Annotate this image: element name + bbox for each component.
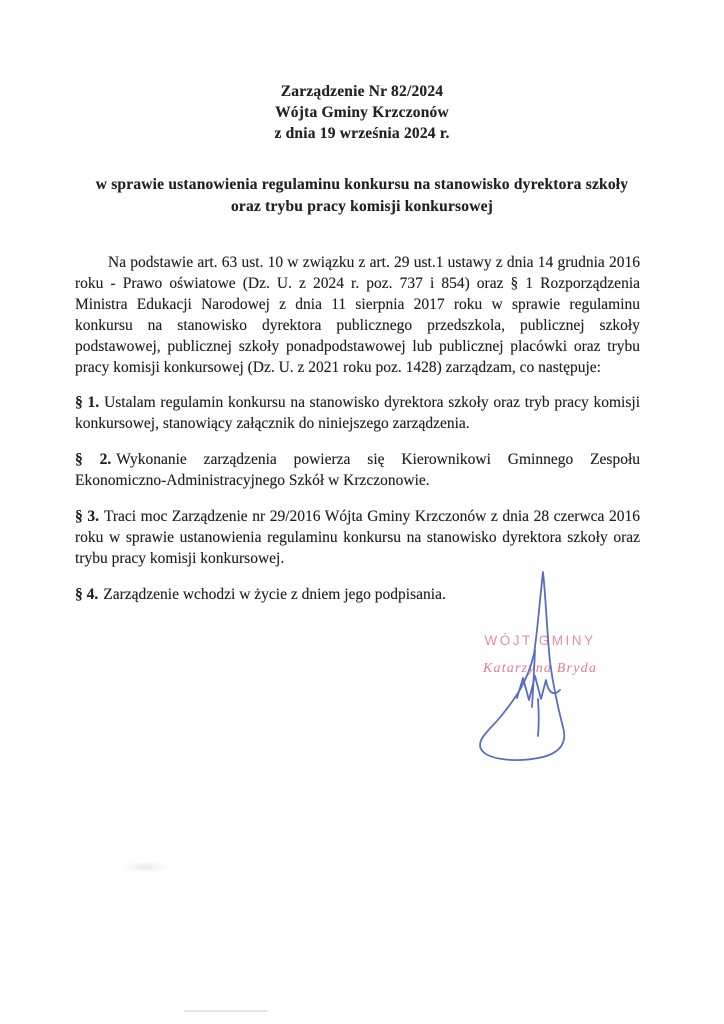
document-header bbox=[0, 81, 724, 144]
stamp-title: WÓJT GMINY bbox=[484, 633, 596, 648]
issue-date: z dnia 19 września 2024 r. bbox=[274, 125, 450, 142]
paragraph-3-text: Traci moc Zarządzenie nr 29/2016 Wójta Gminy Krzczonów z dnia 28 czerwca 2016 roku w sprawie ustanowienia regulaminu konkursu na stanowisko dyrektora szkoły oraz trybu pracy komisji konkursowej. bbox=[75, 508, 640, 567]
paragraph-3-marker: § 3. bbox=[75, 508, 99, 525]
paragraph-1 bbox=[75, 392, 640, 434]
paragraph-2-marker: § 2. bbox=[75, 451, 112, 468]
paragraph-4-marker: § 4. bbox=[75, 586, 99, 603]
paragraph-1-text: Ustalam regulamin konkursu na stanowisko dyrektora szkoły oraz tryb pracy komisji konkursowej, stanowiący załącznik do niniejszego zarządzenia. bbox=[75, 394, 641, 432]
preamble-paragraph: Na podstawie art. 63 ust. 10 w związku z art. 29 ust.1 ustawy z dnia 14 grudnia 2016 roku - Prawo oświatowe (Dz. U. z 2024 r. poz. 737 i 854) oraz § 1 Rozporządzenia Ministra Edukacji Narodowej z dnia 11 sierpnia 2017 roku w sprawie regulaminu konkursu na stanowisko dyrektora publicznego przedszkola, publicznej szkoły podstawowej, publicznej szkoły ponadpodstawowej lub publicznej placówki oraz trybu pracy komisji konkursowej (Dz. U. z 2021 roku poz. 1428) zarządzam, co następuje: bbox=[75, 254, 640, 376]
issuer-name: Wójta Gminy Krzczonów bbox=[275, 104, 449, 121]
paragraph-4-text: Zarządzenie wchodzi w życie z dniem jego podpisania. bbox=[103, 586, 446, 603]
paragraph-1-marker: § 1. bbox=[75, 394, 100, 411]
subject-line-2: oraz trybu pracy komisji konkursowej bbox=[230, 198, 494, 215]
stamp-name: Katarzyna Bryda bbox=[482, 661, 598, 676]
paragraph-2-text: Wykonanie zarządzenia powierza się Kierownikowi Gminnego Zespołu Ekonomiczno-Administracyjnego Szkół w Krzczonowie. bbox=[75, 451, 641, 489]
scan-line-artifact bbox=[184, 1010, 268, 1012]
signature-area bbox=[450, 560, 660, 775]
paragraph-2 bbox=[75, 449, 640, 491]
document-subject bbox=[60, 174, 664, 218]
handwritten-signature-icon bbox=[450, 560, 660, 775]
ordinance-number: Zarządzenie Nr 82/2024 bbox=[280, 83, 444, 100]
scan-smudge-artifact bbox=[122, 861, 170, 873]
subject-line-1: w sprawie ustanowienia regulaminu konkursu na stanowisko dyrektora szkoły bbox=[95, 176, 629, 193]
